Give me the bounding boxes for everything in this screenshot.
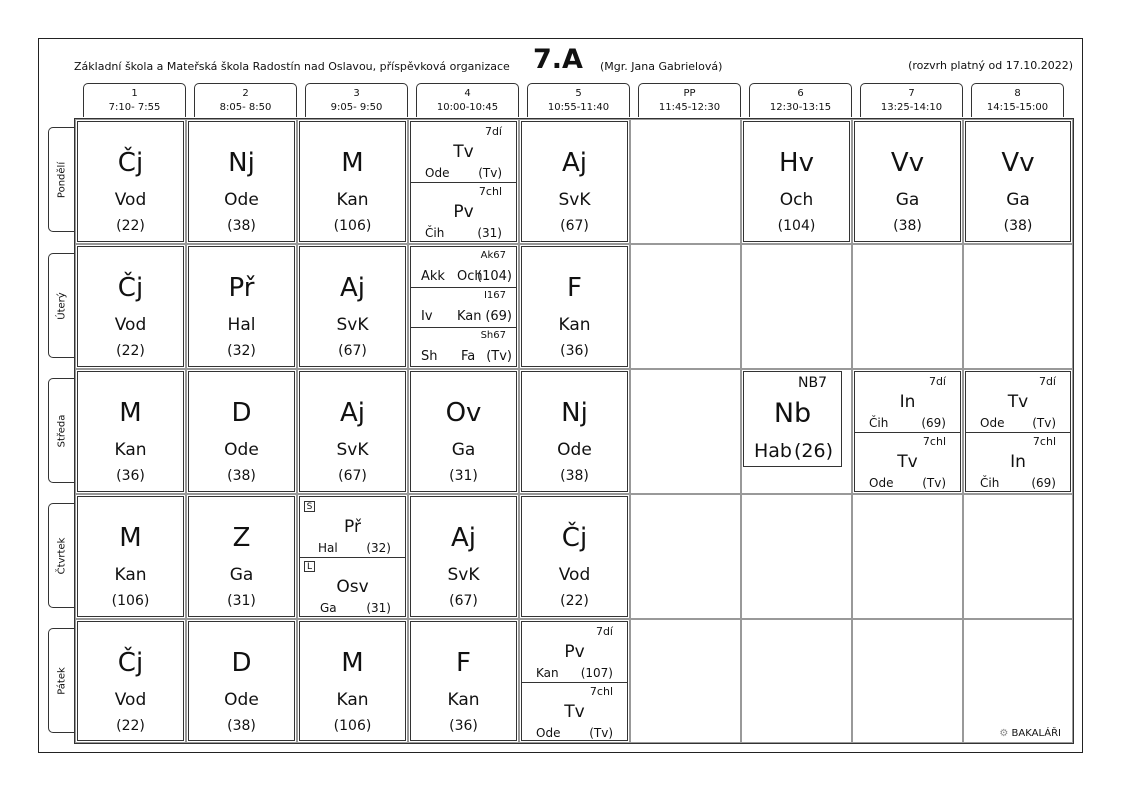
room: (106): [111, 593, 150, 609]
period-time: 7:10- 7:55: [108, 102, 161, 113]
room: (31): [477, 226, 502, 240]
bakalari-gear-icon: ⚙: [999, 728, 1009, 739]
week-tag: S: [304, 501, 315, 512]
class-title: 7.A: [533, 44, 583, 75]
lesson-card-split[interactable]: [521, 621, 628, 741]
teacher: Kan: [114, 440, 147, 460]
grid-cell: [630, 119, 741, 244]
room: (31): [366, 601, 391, 615]
lesson-group: [411, 327, 516, 367]
subject: D: [231, 648, 252, 678]
period-header-5: [527, 83, 630, 117]
teacher: Čih: [425, 226, 445, 240]
bakalari-logo: [999, 728, 1061, 739]
teacher: Ga: [229, 565, 254, 585]
room: (22): [116, 718, 145, 734]
subject: Iv: [421, 309, 433, 324]
subject: Př: [344, 517, 361, 537]
teacher: Kan: [114, 565, 147, 585]
teacher: SvK: [336, 440, 369, 460]
lesson-card[interactable]: [410, 621, 517, 741]
lesson-card[interactable]: [188, 121, 295, 242]
subject: M: [119, 523, 142, 553]
subject: Z: [232, 523, 251, 553]
teacher: Ode: [869, 476, 894, 490]
room: (104): [777, 218, 816, 234]
period-header-pp: [638, 83, 741, 117]
group-label: NB7: [798, 375, 827, 391]
grid-cell: [630, 369, 741, 494]
grid-cell: [630, 494, 741, 619]
room: (38): [227, 718, 256, 734]
subject: In: [899, 392, 916, 412]
lesson-card[interactable]: [521, 496, 628, 617]
teacher: Ga: [320, 601, 337, 615]
subject: Tv: [564, 702, 585, 722]
period-header-8: [971, 83, 1064, 117]
grid-cell: [852, 244, 963, 369]
subject: Čj: [117, 148, 144, 178]
room: (22): [116, 218, 145, 234]
class-teacher: (Mgr. Jana Gabrielová): [600, 60, 723, 73]
day-label: Čtvrtek: [56, 537, 67, 574]
period-time: 13:25-14:10: [880, 102, 943, 113]
lesson-card[interactable]: [188, 496, 295, 617]
subject: Pv: [564, 642, 585, 662]
lesson-group: [411, 247, 516, 287]
room: (31): [227, 593, 256, 609]
lesson-card[interactable]: [188, 371, 295, 492]
group-label: Ak67: [480, 250, 506, 261]
room: (106): [333, 218, 372, 234]
room: (106): [333, 718, 372, 734]
teacher: Ode: [557, 440, 592, 460]
period-time: 11:45-12:30: [658, 102, 721, 113]
room: (67): [338, 468, 367, 484]
grid-cell: [741, 244, 852, 369]
lesson-card-split[interactable]: [410, 121, 517, 242]
group-label: I167: [483, 290, 506, 301]
group-label: 7dí: [595, 625, 613, 638]
period-number: 6: [797, 88, 804, 99]
period-header-3: [305, 83, 408, 117]
teacher: Kan: [336, 690, 369, 710]
lesson-card[interactable]: [188, 621, 295, 741]
day-tab-monday: [48, 127, 74, 232]
teacher: Hal: [318, 541, 338, 555]
validity-date: (rozvrh platný od 17.10.2022): [908, 59, 1073, 72]
teacher: Ga: [895, 190, 920, 210]
teacher: Och: [779, 190, 814, 210]
subject: Pv: [453, 202, 474, 222]
subject: F: [456, 648, 471, 678]
subject: Vv: [890, 148, 925, 178]
room: (69): [485, 309, 512, 324]
period-header-6: [749, 83, 852, 117]
teacher: Vod: [558, 565, 591, 585]
subject: Př: [228, 273, 255, 303]
teacher: SvK: [558, 190, 591, 210]
teacher: Ga: [451, 440, 476, 460]
subject: Vv: [1001, 148, 1035, 178]
teacher: Čih: [869, 416, 889, 430]
period-header-2: [194, 83, 297, 117]
period-time: 8:05- 8:50: [219, 102, 272, 113]
period-time: 14:15-15:00: [986, 102, 1049, 113]
room: (Tv): [1032, 416, 1056, 430]
room: (Tv): [486, 349, 512, 364]
teacher: Vod: [114, 315, 147, 335]
subject: Ov: [445, 398, 482, 428]
lesson-card[interactable]: [188, 246, 295, 367]
period-header-1: [83, 83, 186, 117]
lesson-group: [855, 372, 960, 432]
lesson-card[interactable]: [77, 496, 184, 617]
teacher: Kan: [558, 315, 591, 335]
period-header-7: [860, 83, 963, 117]
lesson-card[interactable]: [521, 371, 628, 492]
room: (69): [1031, 476, 1056, 490]
teacher: Hab: [754, 440, 792, 462]
period-number: 4: [464, 88, 471, 99]
teacher: Ode: [224, 690, 259, 710]
group-label: 7chl: [589, 685, 613, 698]
lesson-group: [966, 432, 1070, 492]
lesson-group: [855, 432, 960, 492]
subject: Čj: [561, 523, 588, 553]
lesson-group: [411, 122, 516, 182]
teacher: Ode: [224, 190, 259, 210]
room: (36): [449, 718, 478, 734]
room: (26): [793, 440, 833, 462]
room: (32): [366, 541, 391, 555]
lesson-card[interactable]: [77, 121, 184, 242]
room: (38): [227, 468, 256, 484]
period-number: 1: [131, 88, 138, 99]
teacher: Kan: [536, 666, 559, 680]
lesson-card-split[interactable]: [965, 371, 1071, 492]
lesson-card-split[interactable]: [410, 246, 517, 367]
lesson-card[interactable]: [965, 121, 1071, 242]
lesson-card-block[interactable]: [743, 371, 842, 467]
subject: M: [341, 148, 364, 178]
group-label: 7chl: [1032, 435, 1056, 448]
period-number: 8: [1014, 88, 1021, 99]
day-label: Úterý: [56, 291, 67, 320]
week-tag: L: [304, 561, 315, 572]
room: (36): [116, 468, 145, 484]
room: (38): [560, 468, 589, 484]
grid-cell: [630, 619, 741, 743]
lesson-card[interactable]: [521, 121, 628, 242]
day-tab-tuesday: [48, 253, 74, 358]
room: (22): [116, 343, 145, 359]
teacher: Hal: [227, 315, 256, 335]
room: (Tv): [478, 166, 502, 180]
teacher: Ode: [224, 440, 259, 460]
grid-cell: [963, 494, 1073, 619]
lesson-card[interactable]: [854, 121, 961, 242]
teacher: Ode: [425, 166, 450, 180]
timetable-grid: [74, 118, 1074, 744]
subject: Hv: [779, 148, 814, 178]
subject: Akk: [421, 269, 445, 284]
teacher: Kan: [447, 690, 480, 710]
group-label: 7chl: [922, 435, 946, 448]
teacher: Kan: [336, 190, 369, 210]
lesson-card[interactable]: [77, 621, 184, 741]
period-time: 9:05- 9:50: [330, 102, 383, 113]
room: (38): [227, 218, 256, 234]
lesson-card[interactable]: [299, 246, 406, 367]
subject: Tv: [453, 142, 474, 162]
lesson-card[interactable]: [77, 371, 184, 492]
lesson-card[interactable]: [410, 496, 517, 617]
subject: Čj: [117, 273, 144, 303]
room: (31): [449, 468, 478, 484]
period-time: 10:00-10:45: [436, 102, 499, 113]
room: (67): [449, 593, 478, 609]
subject: M: [119, 398, 142, 428]
subject: Nb: [773, 398, 812, 429]
lesson-group: [411, 287, 516, 327]
subject: D: [231, 398, 252, 428]
group-label: 7chl: [478, 185, 502, 198]
group-label: 7dí: [1038, 375, 1056, 388]
subject: Aj: [339, 273, 365, 303]
room: (32): [227, 343, 256, 359]
subject: Nj: [228, 148, 255, 178]
period-number: 3: [353, 88, 360, 99]
teacher: Fa: [461, 349, 476, 364]
day-label: Středa: [56, 414, 67, 447]
period-number: 7: [908, 88, 915, 99]
school-name: Základní škola a Mateřská škola Radostín nad Oslavou, příspěvková organizace: [74, 60, 510, 73]
lesson-group: [411, 182, 516, 242]
lesson-card[interactable]: [743, 121, 850, 242]
period-time: 10:55-11:40: [547, 102, 610, 113]
subject: Sh: [421, 349, 438, 364]
subject: Osv: [336, 577, 369, 597]
room: (38): [1003, 218, 1033, 234]
room: (36): [560, 343, 589, 359]
subject: Nj: [561, 398, 588, 428]
room: (22): [560, 593, 589, 609]
teacher: Ode: [980, 416, 1005, 430]
subject: In: [1010, 452, 1026, 472]
lesson-group: [300, 497, 405, 557]
logo-text: BAKALÁŘI: [1011, 728, 1061, 739]
teacher: Och: [457, 269, 483, 284]
group-label: 7dí: [484, 125, 502, 138]
lesson-card[interactable]: [521, 246, 628, 367]
subject: M: [341, 648, 364, 678]
period-header-4: [416, 83, 519, 117]
group-label: 7dí: [928, 375, 946, 388]
teacher: Vod: [114, 690, 147, 710]
subject: Aj: [450, 523, 476, 553]
lesson-card-split[interactable]: [299, 496, 406, 617]
group-label: Sh67: [480, 330, 506, 341]
lesson-card[interactable]: [410, 371, 517, 492]
lesson-card-split[interactable]: [854, 371, 961, 492]
room: (67): [560, 218, 589, 234]
subject: Aj: [339, 398, 365, 428]
lesson-group: [522, 682, 627, 742]
room: (69): [921, 416, 946, 430]
subject: F: [567, 273, 582, 303]
teacher: Čih: [980, 476, 1000, 490]
lesson-group: [522, 622, 627, 682]
day-label: Pondělí: [56, 161, 67, 198]
teacher: SvK: [447, 565, 480, 585]
grid-cell: [852, 494, 963, 619]
day-tab-wednesday: [48, 378, 74, 483]
room: (Tv): [922, 476, 946, 490]
teacher: Kan: [457, 309, 482, 324]
period-number: 2: [242, 88, 249, 99]
lesson-card[interactable]: [299, 371, 406, 492]
teacher: Ga: [1006, 190, 1030, 210]
teacher: SvK: [336, 315, 369, 335]
grid-cell: [741, 619, 852, 743]
room: (Tv): [589, 726, 613, 740]
period-number: 5: [575, 88, 582, 99]
subject: Aj: [561, 148, 587, 178]
room: (104): [477, 269, 512, 284]
room: (67): [338, 343, 367, 359]
grid-cell: [963, 244, 1073, 369]
room: (107): [580, 666, 613, 680]
grid-cell: [852, 619, 963, 743]
grid-cell: [963, 619, 1073, 743]
room: (38): [893, 218, 922, 234]
grid-cell: [630, 244, 741, 369]
subject: Tv: [1007, 392, 1029, 412]
period-time: 12:30-13:15: [769, 102, 832, 113]
day-tab-friday: [48, 628, 74, 733]
teacher: Vod: [114, 190, 147, 210]
period-number: PP: [683, 88, 696, 99]
subject: Tv: [897, 452, 918, 472]
lesson-card[interactable]: [299, 121, 406, 242]
grid-cell: [741, 494, 852, 619]
lesson-card[interactable]: [299, 621, 406, 741]
lesson-card[interactable]: [77, 246, 184, 367]
teacher: Ode: [536, 726, 561, 740]
day-tab-thursday: [48, 503, 74, 608]
lesson-group: [966, 372, 1070, 432]
lesson-group: [300, 557, 405, 617]
subject: Čj: [117, 648, 144, 678]
day-label: Pátek: [56, 666, 67, 695]
